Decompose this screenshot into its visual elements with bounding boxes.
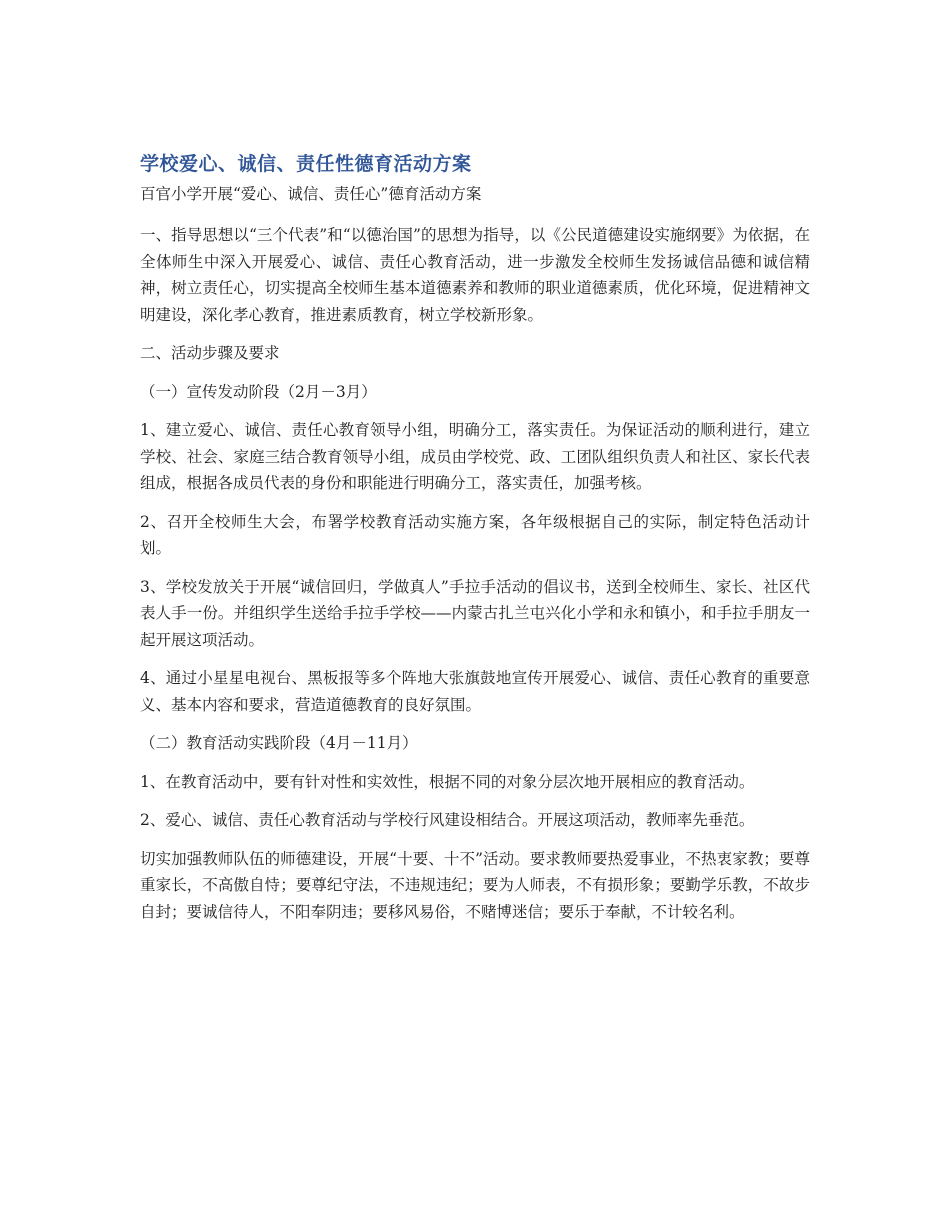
subsection-heading-practice: （二）教育活动实践阶段（4月－11月） [140,734,418,752]
document-page [140,150,810,937]
document-title: 学校爱心、诚信、责任性德育活动方案 [140,153,472,175]
paragraph-item-1: 1、建立爱心、诚信、责任心教育领导小组，明确分工，落实责任。为保证活动的顺利进行，建立学校、社会、家庭三结合教育领导小组，成员由学校党、政、工团队组织负责人和社区、家长代表组成，根据各成员代表的身份和职能进行明确分工，落实责任，加强考核。 [140,421,810,492]
paragraph-practice-item-2: 2、爱心、诚信、责任心教育活动与学校行风建设相结合。开展这项活动，教师率先垂范。 [140,811,755,829]
paragraph-practice-item-1: 1、在教育活动中，要有针对性和实效性，根据不同的对象分层次地开展相应的教育活动。 [140,772,755,791]
document-subtitle: 百官小学开展“爱心、诚信、责任心”德育活动方案 [140,185,482,203]
paragraph-item-4: 4、通过小星星电视台、黑板报等多个阵地大张旗鼓地宣传开展爱心、诚信、责任心教育的重要意义、基本内容和要求，营造道德教育的良好氛围。 [140,669,810,714]
paragraph-guiding-thought: 一、指导思想以“三个代表”和“以德治国”的思想为指导，以《公民道德建设实施纲要》为依据，在全体师生中深入开展爱心、诚信、责任心教育活动，进一步激发全校师生发扬诚信品德和诚信精神，树立责任心，切实提高全校师生基本道德素养和教师的职业道德素质，优化环境，促进精神文明建设，深化孝心教育，推进素质教育，树立学校新形象。 [140,226,810,324]
paragraph-item-3: 3、学校发放关于开展“诚信回归，学做真人”手拉手活动的倡议书，送到全校师生、家长、社区代表人手一份。并组织学生送给手拉手学校——内蒙古扎兰屯兴化小学和永和镇小，和手拉手朋友一起开展这项活动。 [140,577,810,649]
paragraph-teacher-ethics: 切实加强教师队伍的师德建设，开展“十要、十不”活动。要求教师要热爱事业，不热衷家教；要尊重家长，不高傲自恃；要尊纪守法，不违规违纪；要为人师表，不有损形象；要勤学乐教，不故步自封；要诚信待人，不阳奉阴违；要移风易俗，不赌博迷信；要乐于奉献，不计较名利。 [140,849,810,921]
section-heading-steps: 二、活动步骤及要求 [140,344,280,362]
subsection-heading-publicity: （一）宣传发动阶段（2月－3月） [140,382,377,401]
paragraph-item-2: 2、召开全校师生大会，布署学校教育活动实施方案，各年级根据自己的实际，制定特色活动计划。 [140,512,810,557]
